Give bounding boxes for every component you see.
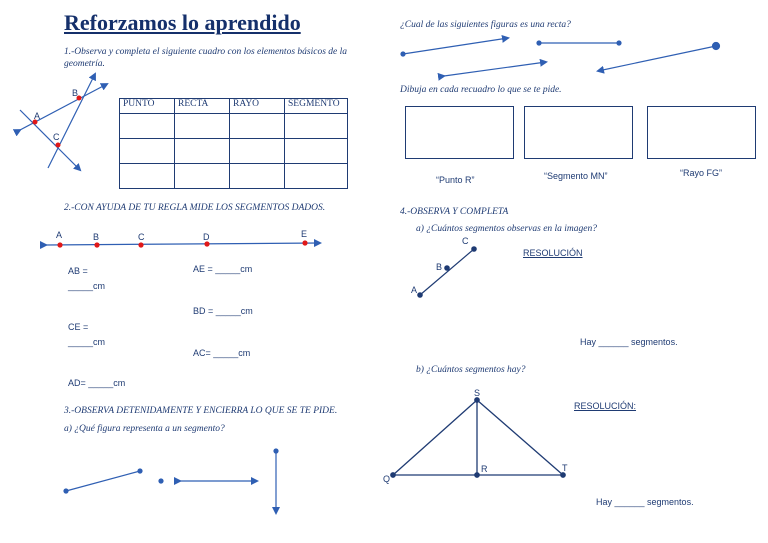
elements-table [119, 98, 348, 189]
table-cell[interactable] [285, 114, 348, 139]
measure-ab-blank[interactable]: _____cm [68, 281, 106, 291]
answer-b[interactable]: Hay ______ segmentos. [596, 497, 694, 507]
section4-instruction: 4.-OBSERVA Y COMPLETA [400, 207, 509, 217]
resolution-b-heading: RESOLUCIÓN: [574, 401, 637, 411]
point-c-dot [56, 143, 61, 148]
measure-bd[interactable]: BD = _____cm [193, 306, 253, 316]
triangle-figure [391, 398, 565, 477]
section1-instruction: 1.-Observa y completa el siguiente cuadro con los elementos básicos de la geometría. [64, 47, 348, 69]
table-cell[interactable] [120, 114, 175, 139]
table-cell[interactable] [285, 164, 348, 189]
line-label-a: A [56, 230, 63, 240]
table-cell[interactable] [230, 139, 285, 164]
section2-instruction: 2.-CON AYUDA DE TU REGLA MIDE LOS SEGMENTOS DADOS. [64, 203, 326, 213]
measure-ae[interactable]: AE = _____cm [193, 264, 253, 274]
answer-a[interactable]: Hay ______ segmentos. [580, 337, 678, 347]
section3-question-a: a) ¿Qué figura representa a un segmento? [64, 424, 225, 434]
section4-question-b: b) ¿Cuántos segmentos hay? [416, 365, 526, 375]
fig-label-b: B [72, 88, 79, 98]
line-label-c: C [138, 232, 145, 242]
point-c-red [138, 242, 143, 247]
seg-label-a: A [411, 285, 418, 295]
section3-figures [64, 449, 278, 513]
table-header-rayo: RAYO [230, 99, 285, 114]
table-row [120, 114, 348, 139]
point-b-red [94, 242, 99, 247]
draw-instruction: Dibuja en cada recuadro lo que se te pide. [400, 85, 562, 95]
table-cell[interactable] [230, 114, 285, 139]
table-cell[interactable] [230, 164, 285, 189]
table-cell[interactable] [120, 139, 175, 164]
line-label-b: B [93, 232, 100, 242]
measure-ac[interactable]: AC= _____cm [193, 348, 251, 358]
tri-label-q: Q [383, 474, 391, 484]
box-caption-punto: “Punto R” [436, 175, 475, 185]
section4-question-a: a) ¿Cuántos segmentos observas en la imagen? [416, 224, 598, 234]
segment-abc [418, 247, 476, 297]
measure-ce: CE = [68, 322, 89, 332]
measure-ad[interactable]: AD= _____cm [68, 378, 126, 388]
tri-label-t: T [562, 463, 568, 473]
table-cell[interactable] [285, 139, 348, 164]
seg-label-c: C [462, 236, 469, 246]
table-header-recta: RECTA [175, 99, 230, 114]
tri-label-s: S [474, 388, 481, 398]
point-a-red [57, 242, 62, 247]
draw-box-rayo[interactable] [647, 106, 756, 159]
page-title: Reforzamos lo aprendido [64, 10, 301, 35]
table-header-segmento: SEGMENTO [285, 99, 348, 114]
table-cell[interactable] [175, 139, 230, 164]
line-label-d: D [203, 232, 210, 242]
line-label-e: E [301, 229, 308, 239]
fig-label-c: C [53, 132, 60, 142]
table-cell[interactable] [175, 164, 230, 189]
fig-label-a: A [34, 111, 41, 121]
measure-ce-blank[interactable]: _____cm [68, 337, 106, 347]
line-question: ¿Cual de las siguientes figuras es una recta? [400, 20, 571, 30]
table-row [120, 139, 348, 164]
measure-line [46, 243, 320, 245]
draw-box-punto[interactable] [405, 106, 514, 159]
line-options [401, 38, 720, 76]
draw-box-segmento[interactable] [524, 106, 633, 159]
measure-ab: AB = [68, 266, 88, 276]
table-cell[interactable] [175, 114, 230, 139]
table-row [120, 164, 348, 189]
box-caption-rayo: “Rayo FG” [680, 168, 723, 178]
table-cell[interactable] [120, 164, 175, 189]
resolution-a-heading: RESOLUCIÓN [523, 248, 583, 258]
point-d-red [204, 241, 209, 246]
table-header-punto: PUNTO [120, 99, 175, 114]
point-e-red [302, 240, 307, 245]
section3-instruction: 3.-OBSERVA DETENIDAMENTE Y ENCIERRA LO QUE SE TE PIDE. [64, 406, 338, 416]
seg-label-b: B [436, 262, 443, 272]
box-caption-segmento: “Segmento MN” [544, 171, 608, 181]
tri-label-r: R [481, 464, 488, 474]
